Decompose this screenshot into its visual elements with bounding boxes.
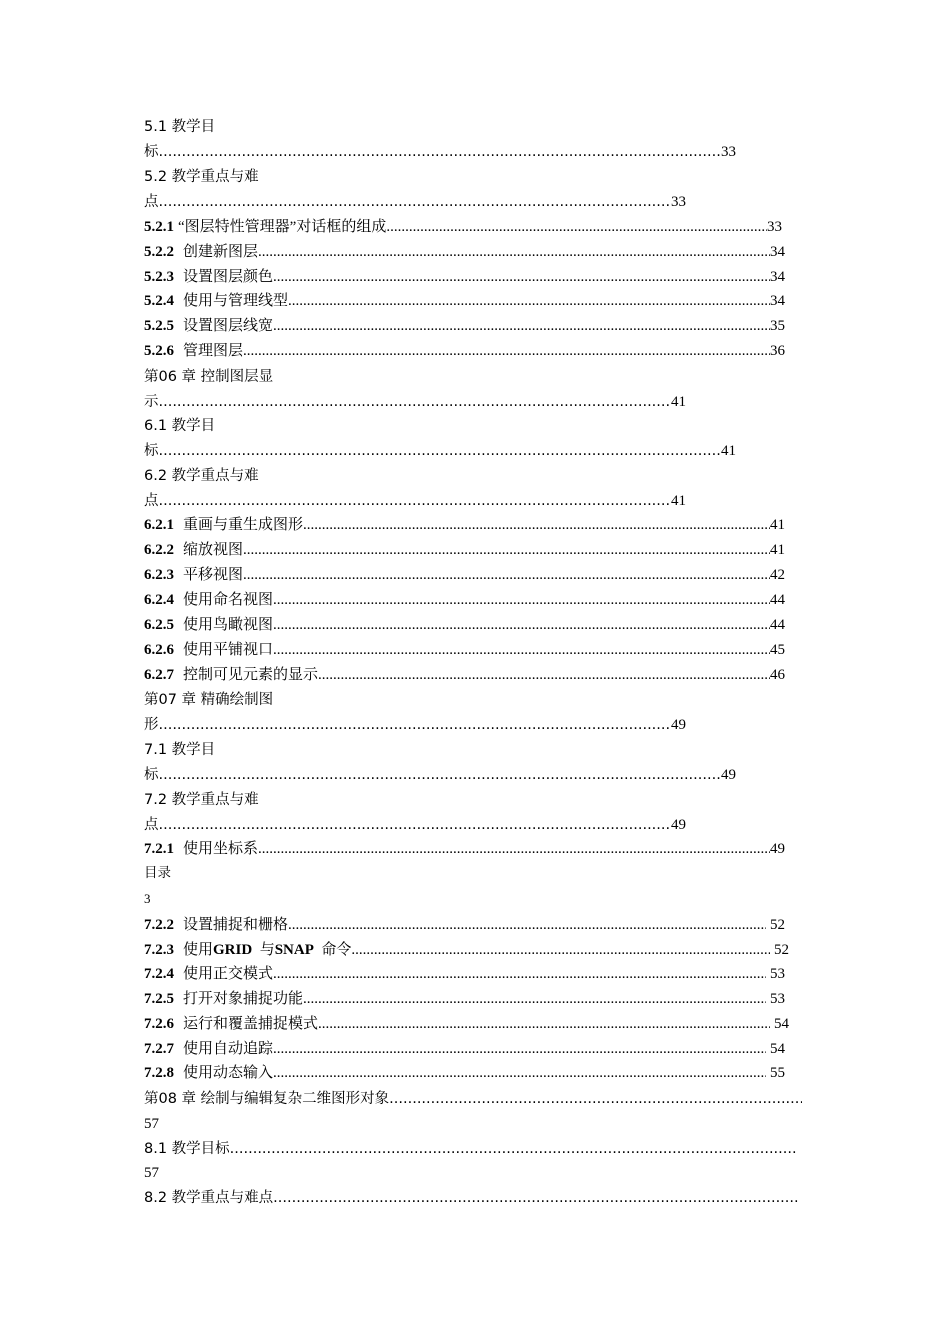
running-header-text: 目录 bbox=[144, 865, 171, 881]
toc-entry[interactable] bbox=[144, 340, 785, 362]
page-number: 36 bbox=[770, 343, 785, 359]
section-number: 6.2.4 bbox=[144, 592, 174, 608]
toc-entry[interactable] bbox=[144, 539, 785, 561]
leader-dots bbox=[303, 988, 766, 1010]
leader-dots bbox=[273, 266, 770, 288]
toc-entry-text: 运行和覆盖捕捉模式 bbox=[183, 1016, 319, 1032]
toc-entry-text: 创建新图层 bbox=[183, 244, 259, 260]
section-number: 7.2.4 bbox=[144, 966, 174, 982]
section-number: 7.2.3 bbox=[144, 942, 174, 958]
toc-entry[interactable] bbox=[144, 1038, 785, 1060]
leader-dots bbox=[159, 764, 722, 786]
toc-entry-text: 形 bbox=[144, 717, 159, 733]
section-number: 6.2.5 bbox=[144, 617, 174, 633]
leader-dots bbox=[351, 939, 770, 961]
leader-dots bbox=[318, 664, 770, 686]
toc-entry[interactable] bbox=[144, 141, 736, 163]
section-number: 6.2.7 bbox=[144, 667, 174, 683]
toc-entry-text: 使用与管理线型 bbox=[183, 293, 289, 309]
chapter-heading-text: 第06 章 控制图层显 bbox=[144, 369, 274, 385]
leader-dots bbox=[159, 391, 672, 413]
toc-entry-text: 使用平铺视口 bbox=[183, 642, 274, 658]
leader-dots bbox=[303, 514, 770, 536]
toc-heading bbox=[144, 415, 215, 437]
page-number: 49 bbox=[671, 717, 686, 733]
toc-entry-text: 命令 bbox=[313, 942, 352, 958]
leader-dots bbox=[273, 1187, 798, 1209]
page-number: 57 bbox=[144, 1116, 159, 1132]
toc-heading bbox=[144, 789, 259, 811]
page-number-line bbox=[144, 1162, 159, 1184]
toc-entry-text: 使用动态输入 bbox=[183, 1065, 274, 1081]
page-number: 49 bbox=[770, 841, 785, 857]
toc-entry[interactable] bbox=[144, 290, 785, 312]
toc-entry-text: 点 bbox=[144, 493, 159, 509]
toc-entry-text: 点 bbox=[144, 194, 159, 210]
section-number: 7.2.5 bbox=[144, 991, 174, 1007]
toc-heading-text: 5.2 教学重点与难 bbox=[144, 169, 259, 185]
toc-heading bbox=[144, 166, 259, 188]
toc-entry-text: 设置图层颜色 bbox=[183, 269, 274, 285]
page-number: 44 bbox=[770, 617, 785, 633]
section-number: 5.2.1 bbox=[144, 219, 174, 235]
toc-heading bbox=[144, 465, 259, 487]
toc-entry-text: 控制可见元素的显示 bbox=[183, 667, 319, 683]
toc-entry-text: “图层特性管理器”对话框的组成 bbox=[178, 219, 387, 235]
leader-dots bbox=[159, 141, 722, 163]
page-number-header bbox=[144, 888, 151, 910]
section-number: 7.2.7 bbox=[144, 1041, 174, 1057]
page-number: 41 bbox=[770, 517, 785, 533]
page-number: 46 bbox=[770, 667, 785, 683]
leader-dots bbox=[288, 914, 766, 936]
toc-heading-text: 7.2 教学重点与难 bbox=[144, 792, 259, 808]
toc-entry-text: 使用鸟瞰视图 bbox=[183, 617, 274, 633]
chapter-heading bbox=[144, 689, 273, 711]
leader-dots bbox=[243, 340, 770, 362]
page-number: 34 bbox=[770, 293, 785, 309]
toc-entry[interactable] bbox=[144, 639, 785, 661]
page-number: 35 bbox=[770, 318, 785, 334]
page-number: 55 bbox=[766, 1065, 785, 1081]
section-number: 7.2.6 bbox=[144, 1016, 174, 1032]
page-number: 34 bbox=[770, 269, 785, 285]
leader-dots bbox=[273, 639, 770, 661]
page-number: 54 bbox=[766, 1041, 785, 1057]
page-number: 42 bbox=[770, 567, 785, 583]
leader-dots bbox=[273, 1038, 766, 1060]
leader-dots bbox=[386, 216, 767, 238]
section-number: 5.2.5 bbox=[144, 318, 174, 334]
toc-entry[interactable] bbox=[144, 514, 785, 536]
toc-entry[interactable] bbox=[144, 714, 686, 736]
toc-entry-text: 缩放视图 bbox=[183, 542, 244, 558]
toc-entry[interactable] bbox=[144, 564, 785, 586]
page-number: 34 bbox=[770, 244, 785, 260]
leader-dots bbox=[159, 490, 672, 512]
leader-dots bbox=[243, 539, 770, 561]
toc-entry-text: 与 bbox=[252, 942, 275, 958]
toc-entry-text: 标 bbox=[144, 443, 159, 459]
toc-entry[interactable] bbox=[144, 1013, 789, 1035]
leader-dots bbox=[273, 614, 770, 636]
toc-heading bbox=[144, 739, 215, 761]
toc-entry[interactable] bbox=[144, 440, 736, 462]
toc-entry-text: 点 bbox=[144, 817, 159, 833]
leader-dots bbox=[159, 814, 672, 836]
command-snap: SNAP bbox=[274, 942, 314, 958]
toc-heading-text: 5.1 教学目 bbox=[144, 119, 216, 135]
leader-dots bbox=[159, 191, 672, 213]
toc-entry[interactable] bbox=[144, 963, 785, 985]
toc-entry-text: 设置捕捉和栅格 bbox=[183, 917, 289, 933]
toc-entry[interactable] bbox=[144, 589, 785, 611]
toc-entry[interactable] bbox=[144, 191, 686, 213]
section-number: 6.2.3 bbox=[144, 567, 174, 583]
leader-dots bbox=[258, 241, 770, 263]
toc-entry-text: 设置图层线宽 bbox=[183, 318, 274, 334]
toc-entry[interactable] bbox=[144, 391, 686, 413]
toc-heading bbox=[144, 116, 215, 138]
leader-dots bbox=[273, 315, 770, 337]
toc-entry-text: 标 bbox=[144, 144, 159, 160]
page-number: 33 bbox=[767, 219, 782, 235]
leader-dots bbox=[389, 1088, 802, 1110]
toc-entry[interactable] bbox=[144, 664, 785, 686]
toc-heading-text: 6.2 教学重点与难 bbox=[144, 468, 259, 484]
toc-entry[interactable] bbox=[144, 914, 785, 936]
section-number: 5.2.3 bbox=[144, 269, 174, 285]
toc-entry[interactable] bbox=[144, 266, 785, 288]
leader-dots bbox=[159, 714, 672, 736]
section-number: 7.2.2 bbox=[144, 917, 174, 933]
toc-entry[interactable] bbox=[144, 838, 785, 860]
leader-dots bbox=[273, 963, 766, 985]
page-number: 41 bbox=[770, 542, 785, 558]
toc-entry-text: 使用自动追踪 bbox=[183, 1041, 274, 1057]
page-number: 57 bbox=[144, 1165, 159, 1181]
leader-dots bbox=[273, 589, 770, 611]
chapter-heading-text: 第07 章 精确绘制图 bbox=[144, 692, 274, 708]
page-number: 52 bbox=[766, 917, 785, 933]
leader-dots bbox=[243, 564, 770, 586]
leader-dots bbox=[230, 1138, 798, 1160]
section-number: 5.2.2 bbox=[144, 244, 174, 260]
page-number: 33 bbox=[671, 194, 686, 210]
toc-heading-text: 8.1 教学目标 bbox=[144, 1141, 230, 1157]
section-number: 6.2.1 bbox=[144, 517, 174, 533]
page-number-line bbox=[144, 1113, 159, 1135]
toc-heading[interactable] bbox=[144, 1138, 798, 1160]
leader-dots bbox=[159, 440, 722, 462]
page-number: 33 bbox=[721, 144, 736, 160]
toc-entry-text: 使用坐标系 bbox=[183, 841, 259, 857]
toc-entry[interactable] bbox=[144, 241, 785, 263]
page-number: 41 bbox=[671, 493, 686, 509]
page-number-text: 3 bbox=[144, 891, 151, 906]
page-number: 41 bbox=[721, 443, 736, 459]
toc-entry-text: 使用 bbox=[183, 942, 214, 958]
toc-entry-text: 示 bbox=[144, 394, 159, 410]
page-number: 49 bbox=[671, 817, 686, 833]
toc-entry-text: 使用正交模式 bbox=[183, 966, 274, 982]
chapter-heading-text: 第08 章 绘制与编辑复杂二维图形对象 bbox=[144, 1091, 390, 1107]
command-grid: GRID bbox=[213, 942, 253, 958]
toc-entry[interactable] bbox=[144, 490, 686, 512]
section-number: 7.2.1 bbox=[144, 841, 174, 857]
leader-dots bbox=[318, 1013, 770, 1035]
leader-dots bbox=[273, 1062, 766, 1084]
toc-entry-text: 管理图层 bbox=[183, 343, 244, 359]
toc-entry-text: 重画与重生成图形 bbox=[183, 517, 304, 533]
chapter-heading[interactable] bbox=[144, 1088, 802, 1110]
toc-entry[interactable] bbox=[144, 939, 789, 961]
toc-heading-text: 6.1 教学目 bbox=[144, 418, 216, 434]
toc-entry[interactable] bbox=[144, 988, 785, 1010]
section-number: 6.2.6 bbox=[144, 642, 174, 658]
toc-entry-text: 标 bbox=[144, 767, 159, 783]
page-number: 54 bbox=[770, 1016, 789, 1032]
page-number: 53 bbox=[766, 966, 785, 982]
toc-entry[interactable] bbox=[144, 1062, 785, 1084]
toc-entry[interactable] bbox=[144, 614, 785, 636]
page-number: 49 bbox=[721, 767, 736, 783]
page-number: 41 bbox=[671, 394, 686, 410]
section-number: 7.2.8 bbox=[144, 1065, 174, 1081]
toc-heading-text: 8.2 教学重点与难点 bbox=[144, 1190, 274, 1206]
page-number: 45 bbox=[770, 642, 785, 658]
toc-heading[interactable] bbox=[144, 1187, 798, 1209]
toc-entry[interactable] bbox=[144, 315, 785, 337]
toc-entry[interactable] bbox=[144, 814, 686, 836]
page-number: 52 bbox=[770, 942, 789, 958]
toc-entry-text: 平移视图 bbox=[183, 567, 244, 583]
section-number: 5.2.4 bbox=[144, 293, 174, 309]
toc-entry[interactable] bbox=[144, 216, 782, 238]
toc-entry[interactable] bbox=[144, 764, 736, 786]
chapter-heading bbox=[144, 366, 273, 388]
toc-entry-text: 使用命名视图 bbox=[183, 592, 274, 608]
leader-dots bbox=[288, 290, 770, 312]
toc-heading-text: 7.1 教学目 bbox=[144, 742, 216, 758]
leader-dots bbox=[258, 838, 770, 860]
running-header bbox=[144, 862, 171, 884]
toc-entry-text: 打开对象捕捉功能 bbox=[183, 991, 304, 1007]
page-number: 53 bbox=[766, 991, 785, 1007]
section-number: 5.2.6 bbox=[144, 343, 174, 359]
section-number: 6.2.2 bbox=[144, 542, 174, 558]
page-number: 44 bbox=[770, 592, 785, 608]
